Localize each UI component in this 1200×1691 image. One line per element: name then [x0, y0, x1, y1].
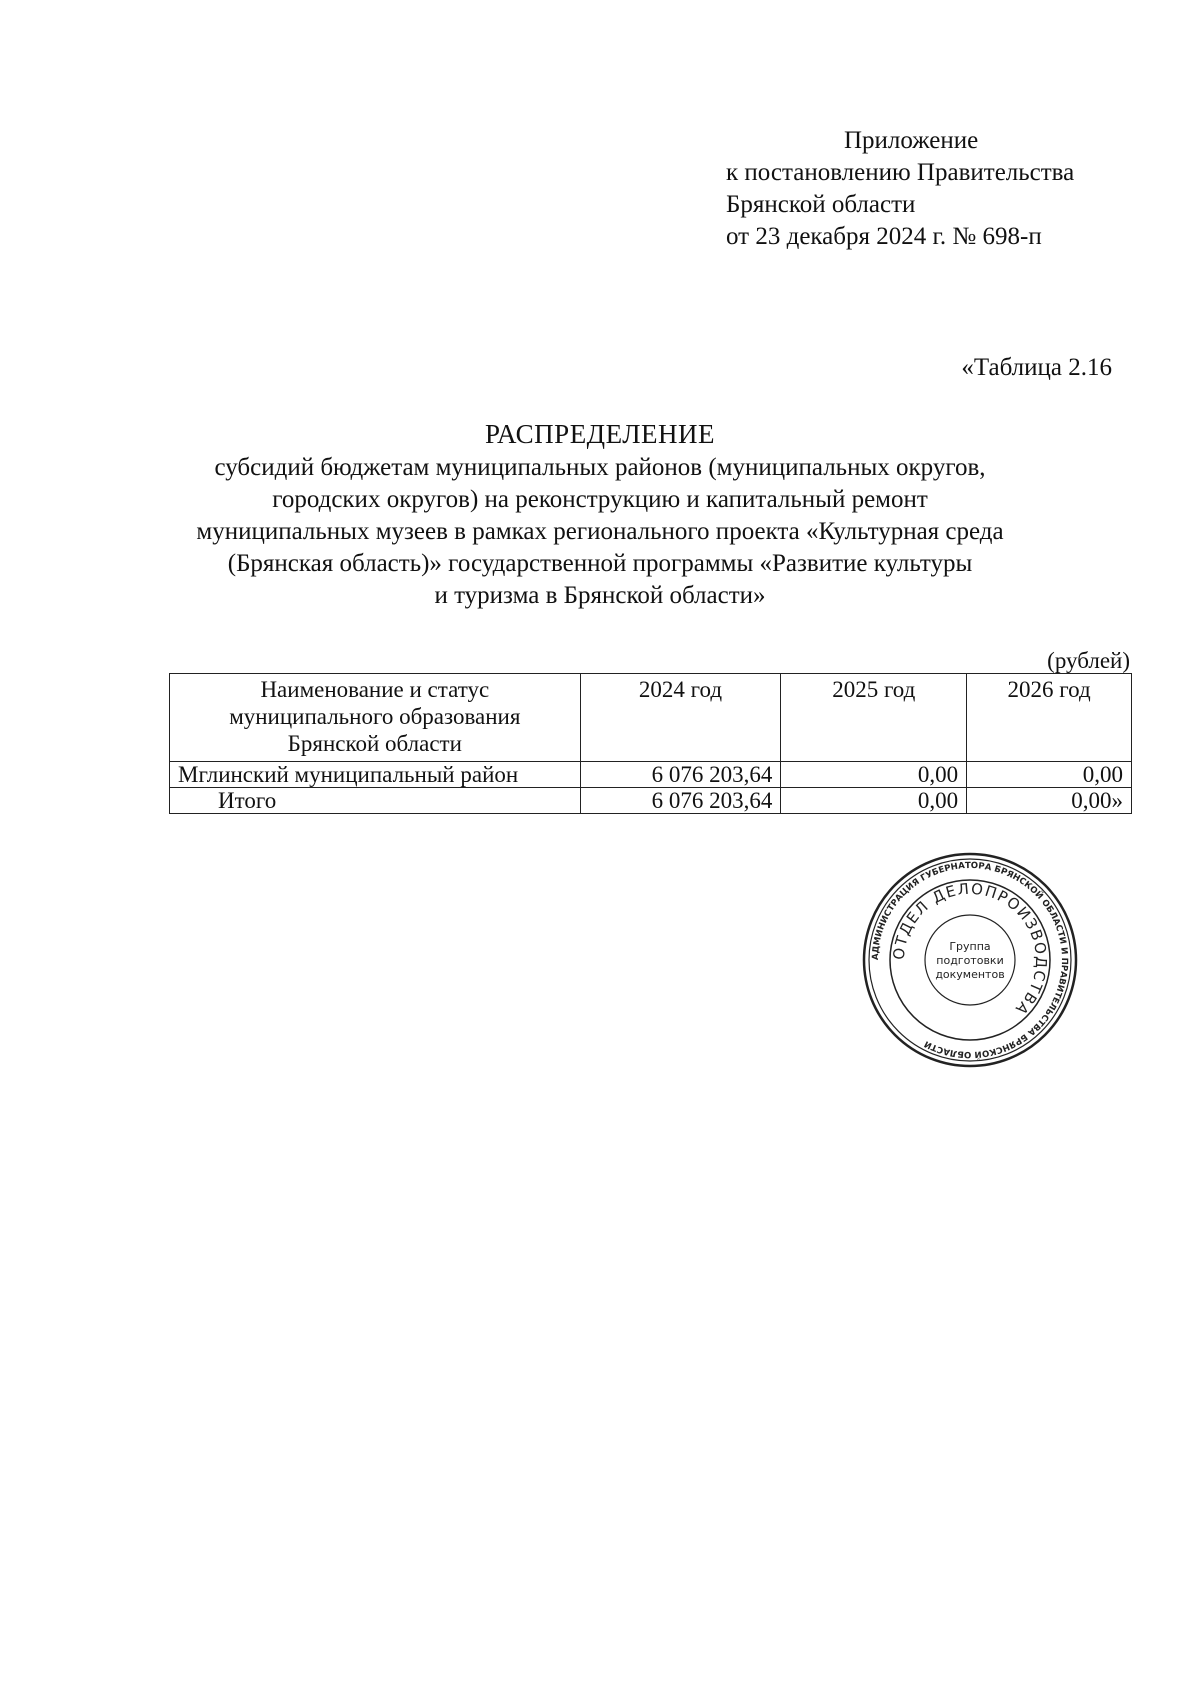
appendix-line-3: Брянской области — [726, 191, 916, 218]
title-line-2: городских округов) на реконструкцию и капитальный ремонт — [272, 486, 928, 513]
total-value-2024: 6 076 203,64 — [580, 788, 781, 814]
header-municipality — [170, 674, 581, 762]
table-header-row — [170, 674, 1132, 762]
row-value-2025: 0,00 — [781, 762, 967, 788]
title-line-1: субсидий бюджетам муниципальных районов (муниципальных округов, — [214, 454, 986, 481]
distribution-table — [169, 673, 1132, 814]
appendix-line-1: Приложение — [844, 127, 979, 154]
stamp-graphic — [860, 850, 1080, 1070]
title-line-5: и туризма в Брянской области» — [434, 582, 766, 609]
row-municipality-name: Мглинский муниципальный район — [170, 762, 581, 788]
table-total-row — [170, 788, 1132, 814]
header-name-line-3: Брянской области — [287, 731, 462, 756]
row-value-2024: 6 076 203,64 — [580, 762, 781, 788]
header-2024: 2024 год — [580, 674, 781, 762]
header-name-line-1: Наименование и статус — [260, 677, 490, 702]
table-reference: «Таблица 2.16 — [961, 354, 1112, 381]
appendix-line-2: к постановлению Правительства — [726, 159, 1075, 186]
appendix-line-4: от 23 декабря 2024 г. № 698-п — [726, 223, 1042, 250]
title-heading: РАСПРЕДЕЛЕНИЕ — [484, 419, 716, 449]
official-stamp — [860, 850, 1080, 1070]
row-value-2026: 0,00 — [967, 762, 1132, 788]
header-name-line-2: муниципального образования — [229, 704, 521, 729]
document-title — [150, 418, 1050, 612]
stamp-center-line-3: документов — [935, 968, 1005, 981]
title-line-4: (Брянская область)» государственной программы «Развитие культуры — [227, 550, 973, 577]
total-value-2026: 0,00» — [967, 788, 1132, 814]
currency-unit: (рублей) — [1047, 648, 1130, 673]
appendix-block — [726, 125, 1074, 253]
total-label: Итого — [170, 788, 581, 814]
header-2025: 2025 год — [781, 674, 967, 762]
header-2026: 2026 год — [967, 674, 1132, 762]
total-value-2025: 0,00 — [781, 788, 967, 814]
stamp-outer-text: АДМИНИСТРАЦИЯ ГУБЕРНАТОРА БРЯНСКОЙ ОБЛАСТИ И ПРАВИТЕЛЬСТВА БРЯНСКОЙ ОБЛАСТИ — [870, 860, 1070, 1060]
title-line-3: муниципальных музеев в рамках регионального проекта «Культурная среда — [196, 518, 1004, 545]
table-row — [170, 762, 1132, 788]
stamp-center-line-1: Группа — [949, 940, 991, 953]
stamp-center-line-2: подготовки — [936, 954, 1004, 967]
stamp-inner-text: ОТДЕЛ ДЕЛОПРОИЗВОДСТВА — [889, 879, 1051, 1020]
